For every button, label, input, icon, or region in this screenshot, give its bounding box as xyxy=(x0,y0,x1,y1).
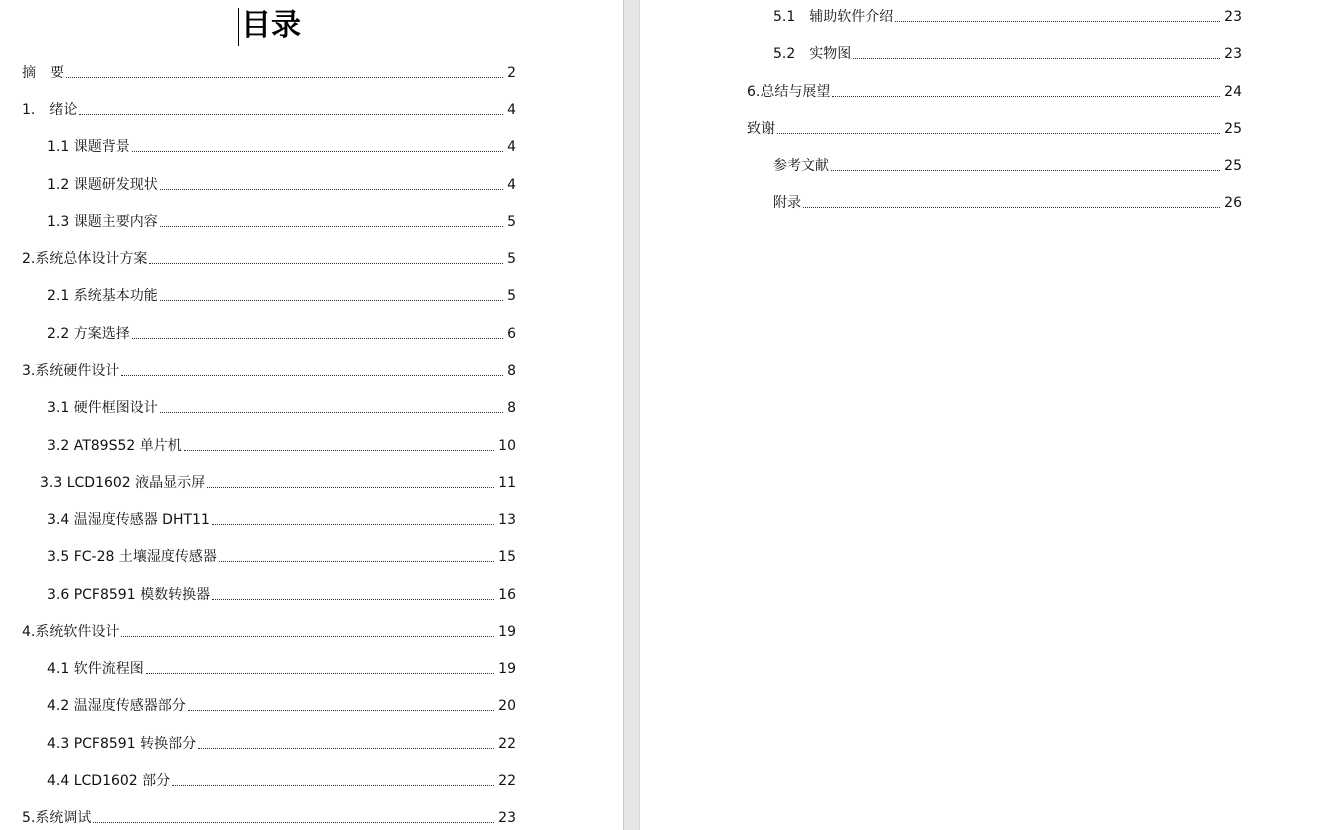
toc-page-number: 10 xyxy=(498,438,516,454)
toc-entry-label: 5.系统调试 xyxy=(22,810,92,826)
toc-dot-leader xyxy=(803,207,1220,208)
toc-entry[interactable] xyxy=(47,136,516,156)
toc-entry-label: 摘 要 xyxy=(22,65,64,81)
toc-entry[interactable] xyxy=(47,285,516,305)
toc-entry-label: 6.总结与展望 xyxy=(747,84,831,100)
toc-entry-label: 3.2 AT89S52 单片机 xyxy=(47,438,182,454)
toc-entry-label: 2.2 方案选择 xyxy=(47,326,130,342)
toc-dot-leader xyxy=(184,450,494,451)
toc-dot-leader xyxy=(188,710,494,711)
toc-entry-label: 4.1 软件流程图 xyxy=(47,661,144,677)
toc-dot-leader xyxy=(132,338,503,339)
toc-entry-label: 4.2 温湿度传感器部分 xyxy=(47,698,186,714)
toc-page-number: 4 xyxy=(507,177,516,193)
toc-dot-leader xyxy=(149,263,503,264)
toc-page-number: 22 xyxy=(498,773,516,789)
toc-page-number: 8 xyxy=(507,400,516,416)
toc-entry-label: 4.4 LCD1602 部分 xyxy=(47,773,171,789)
toc-entry-label: 3.3 LCD1602 液晶显示屏 xyxy=(40,475,206,491)
toc-page-number: 4 xyxy=(507,139,516,155)
toc-entry-label: 3.4 温湿度传感器 DHT11 xyxy=(47,512,210,528)
toc-dot-leader xyxy=(121,375,503,376)
toc-entry[interactable] xyxy=(22,807,516,827)
toc-dot-leader xyxy=(66,77,503,78)
toc-entry[interactable] xyxy=(47,584,516,604)
toc-entry-label: 附录 xyxy=(773,195,801,211)
toc-dot-leader xyxy=(121,636,494,637)
toc-dot-leader xyxy=(79,114,503,115)
toc-entry[interactable] xyxy=(747,81,1242,101)
toc-dot-leader xyxy=(132,151,503,152)
toc-entry-label: 3.6 PCF8591 模数转换器 xyxy=(47,587,211,603)
toc-entry[interactable] xyxy=(773,6,1242,26)
toc-dot-leader xyxy=(207,487,494,488)
toc-entry[interactable] xyxy=(22,99,516,119)
toc-entry[interactable] xyxy=(773,43,1242,63)
text-cursor xyxy=(238,8,239,46)
document-page-left xyxy=(0,0,623,830)
toc-entry[interactable] xyxy=(47,770,516,790)
toc-entry[interactable] xyxy=(47,509,516,529)
toc-page-number: 25 xyxy=(1224,121,1242,137)
toc-page-number: 23 xyxy=(1224,46,1242,62)
toc-entry[interactable] xyxy=(47,211,516,231)
toc-page-number: 20 xyxy=(498,698,516,714)
toc-page-number: 4 xyxy=(507,102,516,118)
toc-entry[interactable] xyxy=(47,695,516,715)
toc-page-number: 22 xyxy=(498,736,516,752)
toc-page-number: 23 xyxy=(498,810,516,826)
toc-page-number: 5 xyxy=(507,214,516,230)
toc-entry-label: 1. 绪论 xyxy=(22,102,78,118)
toc-entry-label: 致谢 xyxy=(747,121,775,137)
toc-page-number: 23 xyxy=(1224,9,1242,25)
toc-dot-leader xyxy=(853,58,1220,59)
toc-dot-leader xyxy=(831,170,1220,171)
toc-title: 目录 xyxy=(241,8,301,43)
toc-dot-leader xyxy=(93,822,494,823)
page-gutter xyxy=(623,0,640,830)
toc-dot-leader xyxy=(895,21,1220,22)
toc-page-number: 11 xyxy=(498,475,516,491)
toc-dot-leader xyxy=(198,748,494,749)
toc-page-number: 2 xyxy=(507,65,516,81)
toc-dot-leader xyxy=(146,673,494,674)
toc-entry[interactable] xyxy=(22,248,516,268)
toc-entry-label: 4.系统软件设计 xyxy=(22,624,120,640)
toc-entry[interactable] xyxy=(47,733,516,753)
toc-dot-leader xyxy=(212,524,494,525)
toc-entry-label: 1.3 课题主要内容 xyxy=(47,214,158,230)
toc-entry-label: 2.系统总体设计方案 xyxy=(22,251,148,267)
toc-entry[interactable] xyxy=(22,621,516,641)
toc-entry[interactable] xyxy=(47,658,516,678)
toc-page-number: 25 xyxy=(1224,158,1242,174)
toc-entry[interactable] xyxy=(47,397,516,417)
toc-dot-leader xyxy=(160,300,503,301)
toc-entry[interactable] xyxy=(773,192,1242,212)
toc-entry-label: 参考文献 xyxy=(773,158,829,174)
toc-entry-label: 3.系统硬件设计 xyxy=(22,363,120,379)
toc-entry-label: 1.1 课题背景 xyxy=(47,139,130,155)
toc-entry-label: 5.1 辅助软件介绍 xyxy=(773,9,894,25)
toc-dot-leader xyxy=(172,785,494,786)
toc-page-number: 5 xyxy=(507,288,516,304)
toc-page-number: 13 xyxy=(498,512,516,528)
toc-page-number: 19 xyxy=(498,624,516,640)
toc-entry-label: 3.1 硬件框图设计 xyxy=(47,400,158,416)
toc-page-number: 6 xyxy=(507,326,516,342)
toc-dot-leader xyxy=(160,189,503,190)
toc-entry[interactable] xyxy=(47,546,516,566)
toc-entry[interactable] xyxy=(47,435,516,455)
toc-entry[interactable] xyxy=(22,62,516,82)
toc-page-number: 16 xyxy=(498,587,516,603)
toc-dot-leader xyxy=(160,412,503,413)
toc-entry[interactable] xyxy=(22,360,516,380)
toc-entry-label: 5.2 实物图 xyxy=(773,46,852,62)
toc-page-number: 24 xyxy=(1224,84,1242,100)
toc-entry[interactable] xyxy=(747,118,1242,138)
toc-page-number: 8 xyxy=(507,363,516,379)
toc-dot-leader xyxy=(160,226,503,227)
toc-entry[interactable] xyxy=(773,155,1242,175)
toc-entry-label: 2.1 系统基本功能 xyxy=(47,288,158,304)
toc-dot-leader xyxy=(219,561,494,562)
toc-page-number: 5 xyxy=(507,251,516,267)
toc-entry-label: 1.2 课题研发现状 xyxy=(47,177,158,193)
toc-dot-leader xyxy=(777,133,1220,134)
toc-dot-leader xyxy=(832,96,1220,97)
toc-entry-label: 4.3 PCF8591 转换部分 xyxy=(47,736,197,752)
toc-page-number: 26 xyxy=(1224,195,1242,211)
toc-entry[interactable] xyxy=(40,472,516,492)
toc-page-number: 15 xyxy=(498,549,516,565)
toc-entry[interactable] xyxy=(47,174,516,194)
toc-entry[interactable] xyxy=(47,323,516,343)
toc-entry-label: 3.5 FC-28 土壤湿度传感器 xyxy=(47,549,217,565)
toc-dot-leader xyxy=(212,599,494,600)
toc-page-number: 19 xyxy=(498,661,516,677)
document-page-right xyxy=(640,0,1344,830)
